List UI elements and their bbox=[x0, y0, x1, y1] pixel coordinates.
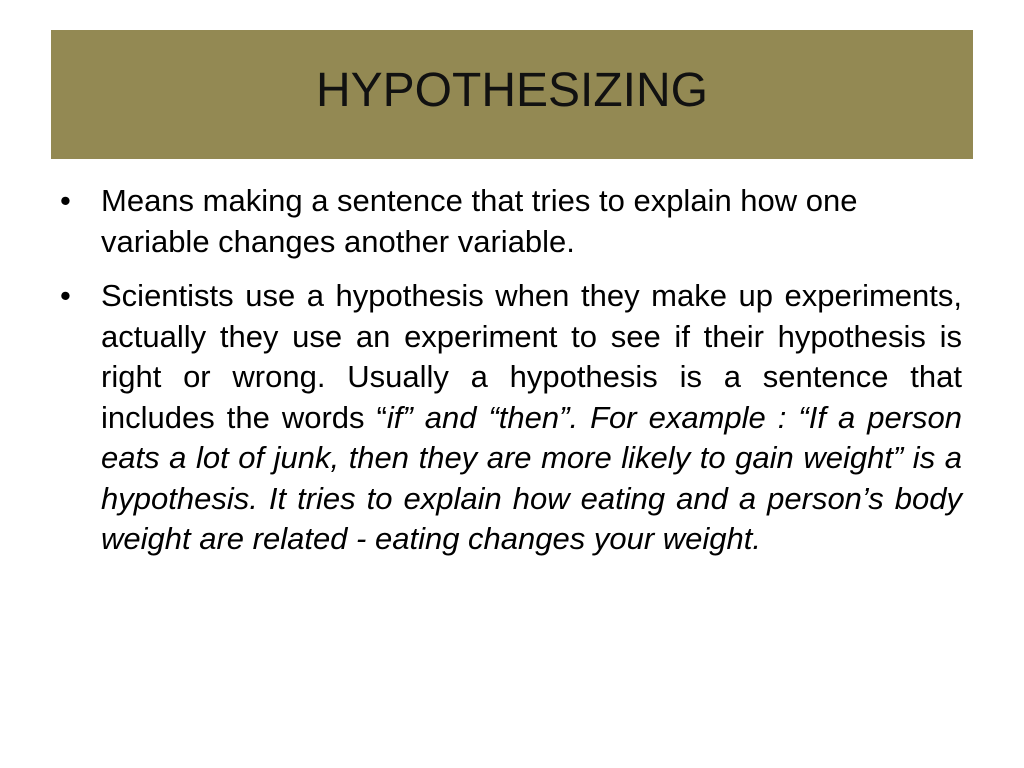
title-bar bbox=[51, 30, 973, 159]
bullet-text-2-italic: if” and “then”. For example : “If a person eats a lot of junk, then they are more likely to gain weight” is a hypothesis. It tries to explain how eating and a person’s body weight are related - eating changes your weight. bbox=[101, 399, 962, 556]
bullet-text-2 bbox=[101, 276, 962, 560]
bullet-text-1: Means making a sentence that tries to explain how one variable changes another variable. bbox=[101, 183, 858, 259]
bullet-icon: • bbox=[60, 183, 71, 218]
bullet-icon: • bbox=[60, 278, 71, 313]
bullet-item-2 bbox=[56, 276, 962, 560]
bullet-text-2-plain: Scientists use a hypothesis when they make up experiments, actually they use an experiment to see if their hypothesis is right or wrong. Usually a hypothesis is a sentence that includes the words “ bbox=[101, 278, 962, 435]
slide-body bbox=[56, 181, 962, 574]
slide-title: HYPOTHESIZING bbox=[315, 63, 709, 117]
bullet-item-1 bbox=[56, 181, 962, 262]
